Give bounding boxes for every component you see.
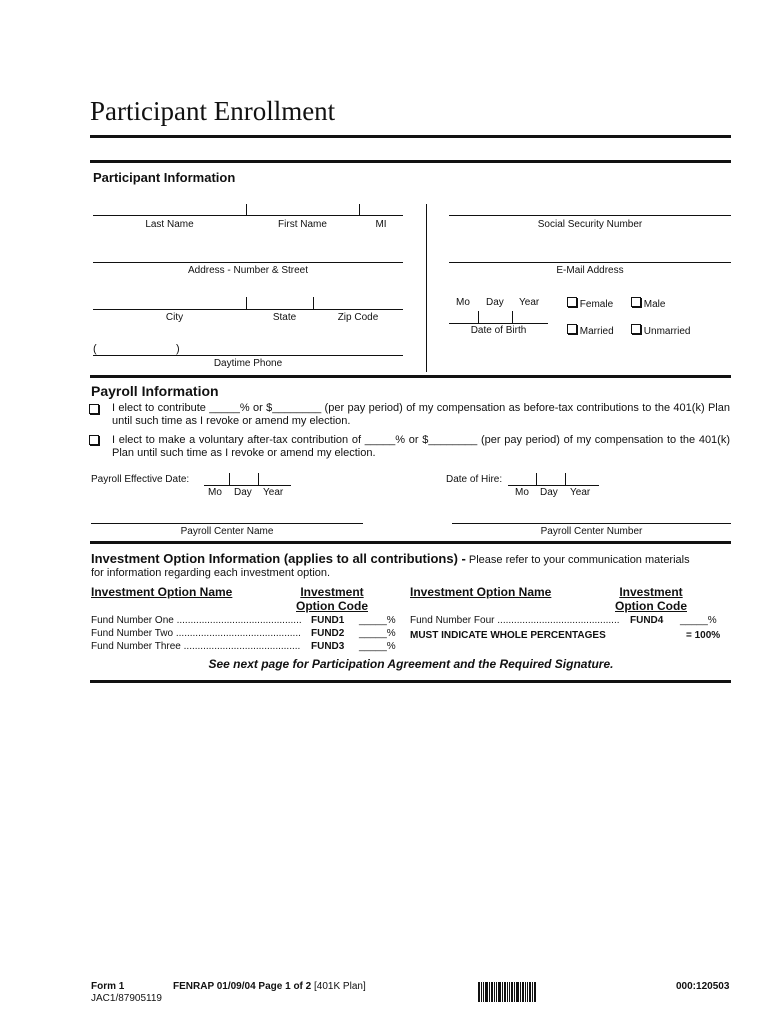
center-number-line[interactable]: [452, 523, 731, 524]
section-rule: [90, 541, 731, 544]
date-divider: [229, 473, 230, 485]
fund1-code: FUND1: [311, 615, 345, 626]
unmarried-option[interactable]: [631, 324, 690, 337]
ssn-line[interactable]: [449, 215, 731, 216]
effective-day-label: Day: [234, 487, 252, 498]
center-name-label: Payroll Center Name: [180, 526, 274, 537]
unmarried-label: Unmarried: [643, 326, 691, 337]
name-divider: [246, 204, 247, 216]
dob-year-label: Year: [519, 297, 540, 308]
payroll-heading: Payroll Information: [91, 383, 219, 399]
married-checkbox[interactable]: [567, 324, 577, 334]
date-divider: [258, 473, 259, 485]
fund3-name: Fund Number Three ..........................................: [91, 641, 301, 652]
after-tax-option: I elect to make a voluntary after-tax contribution of _____% or $________ (per pay period) of my compensation to the 401(k) Plan until such time as I revoke or amend my election.: [112, 434, 730, 459]
barcode: [478, 982, 548, 1004]
fund3-code: FUND3: [311, 641, 345, 652]
state-label: State: [272, 312, 297, 323]
whole-percentages-note: MUST INDICATE WHOLE PERCENTAGES: [410, 630, 606, 641]
col-header-name-2: Investment Option Name: [410, 585, 552, 599]
phone-line[interactable]: [93, 355, 403, 356]
footer-code: FENRAP 01/09/04: [173, 981, 256, 992]
fund3-percent[interactable]: _____%: [359, 641, 396, 652]
hire-month-label: Mo: [515, 487, 529, 498]
hire-day-label: Day: [540, 487, 558, 498]
title-rule: [90, 135, 731, 138]
name-line[interactable]: [93, 215, 403, 216]
city-divider: [313, 297, 314, 309]
col-header-code2-1: Investment: [619, 585, 683, 599]
section-rule: [90, 375, 731, 378]
dob-divider: [478, 311, 479, 323]
city-line[interactable]: [93, 309, 403, 310]
dob-month-label: Mo: [456, 297, 470, 308]
col-header-name: Investment Option Name: [91, 585, 233, 599]
after-tax-checkbox[interactable]: [89, 435, 99, 445]
center-name-line[interactable]: [91, 523, 363, 524]
column-divider: [426, 204, 427, 372]
phone-paren-open: (: [93, 343, 97, 355]
fund1-name: Fund Number One .............................................: [91, 615, 302, 626]
city-label: City: [165, 312, 184, 323]
effective-date-label: Payroll Effective Date:: [91, 474, 190, 485]
fund1-percent[interactable]: _____%: [359, 615, 396, 626]
page-title: Participant Enrollment: [90, 96, 336, 126]
married-label: Married: [579, 326, 614, 337]
effective-year-label: Year: [263, 487, 284, 498]
fund2-percent[interactable]: _____%: [359, 628, 396, 639]
investment-heading: Investment Option Information (applies to all contributions) -: [91, 551, 466, 566]
dob-day-label: Day: [486, 297, 504, 308]
name-divider: [359, 204, 360, 216]
fund4-name: Fund Number Four ............................................: [410, 615, 620, 626]
section-rule: [90, 680, 731, 683]
footer-page: Page 1 of 2: [258, 981, 312, 992]
before-tax-option: I elect to contribute _____% or $________ (per pay period) of my compensation as before-tax contributions to the 401(k) Plan until such time as I revoke or amend my election.: [112, 402, 730, 427]
ssn-label: Social Security Number: [537, 219, 643, 230]
before-tax-checkbox[interactable]: [89, 404, 99, 414]
married-option[interactable]: [567, 324, 614, 337]
footer-form: Form 1: [91, 981, 125, 992]
city-divider: [246, 297, 247, 309]
female-label: Female: [579, 299, 614, 310]
footer-plan: [401K Plan]: [314, 981, 366, 992]
unmarried-checkbox[interactable]: [631, 324, 641, 334]
female-checkbox[interactable]: [567, 297, 577, 307]
fund2-code: FUND2: [311, 628, 345, 639]
hire-year-label: Year: [570, 487, 591, 498]
address-line[interactable]: [93, 262, 403, 263]
effective-month-label: Mo: [208, 487, 222, 498]
footer-number: 000:120503: [676, 981, 730, 992]
female-option[interactable]: [567, 297, 613, 310]
phone-label: Daytime Phone: [213, 358, 283, 369]
fund4-code: FUND4: [630, 615, 664, 626]
col-header-code-1: Investment: [300, 585, 364, 599]
investment-heading-row: [91, 550, 736, 568]
date-divider: [565, 473, 566, 485]
col-header-code-2: Option Code: [296, 599, 368, 613]
hire-date-line[interactable]: [508, 485, 599, 486]
fund4-percent[interactable]: _____%: [680, 615, 717, 626]
address-label: Address - Number & Street: [187, 265, 309, 276]
email-line[interactable]: [449, 262, 731, 263]
footer-jac: JAC1/87905119: [91, 993, 162, 1004]
col-header-code2-2: Option Code: [615, 599, 687, 613]
center-number-label: Payroll Center Number: [540, 526, 643, 537]
date-divider: [536, 473, 537, 485]
see-next-page: See next page for Participation Agreement and the Required Signature.: [208, 657, 614, 671]
male-checkbox[interactable]: [631, 297, 641, 307]
male-label: Male: [643, 299, 666, 310]
dob-label: Date of Birth: [470, 325, 527, 336]
total-percent: = 100%: [686, 630, 721, 641]
investment-heading-note: Please refer to your communication materials: [465, 554, 690, 566]
fund2-name: Fund Number Two .............................................: [91, 628, 301, 639]
zip-label: Zip Code: [337, 312, 379, 323]
hire-date-label: Date of Hire:: [446, 474, 503, 485]
dob-divider: [512, 311, 513, 323]
section-rule: [90, 160, 731, 163]
last-name-label: Last Name: [145, 219, 194, 230]
dob-line[interactable]: [449, 323, 548, 324]
effective-date-line[interactable]: [204, 485, 291, 486]
first-name-label: First Name: [278, 219, 327, 230]
investment-subnote: for information regarding each investment option.: [91, 567, 331, 579]
participant-heading: Participant Information: [93, 170, 236, 185]
email-label: E-Mail Address: [556, 265, 624, 276]
phone-paren-close: ): [176, 343, 180, 355]
footer-code-group: [173, 981, 366, 992]
mi-label: MI: [375, 219, 387, 230]
male-option[interactable]: [631, 297, 665, 310]
